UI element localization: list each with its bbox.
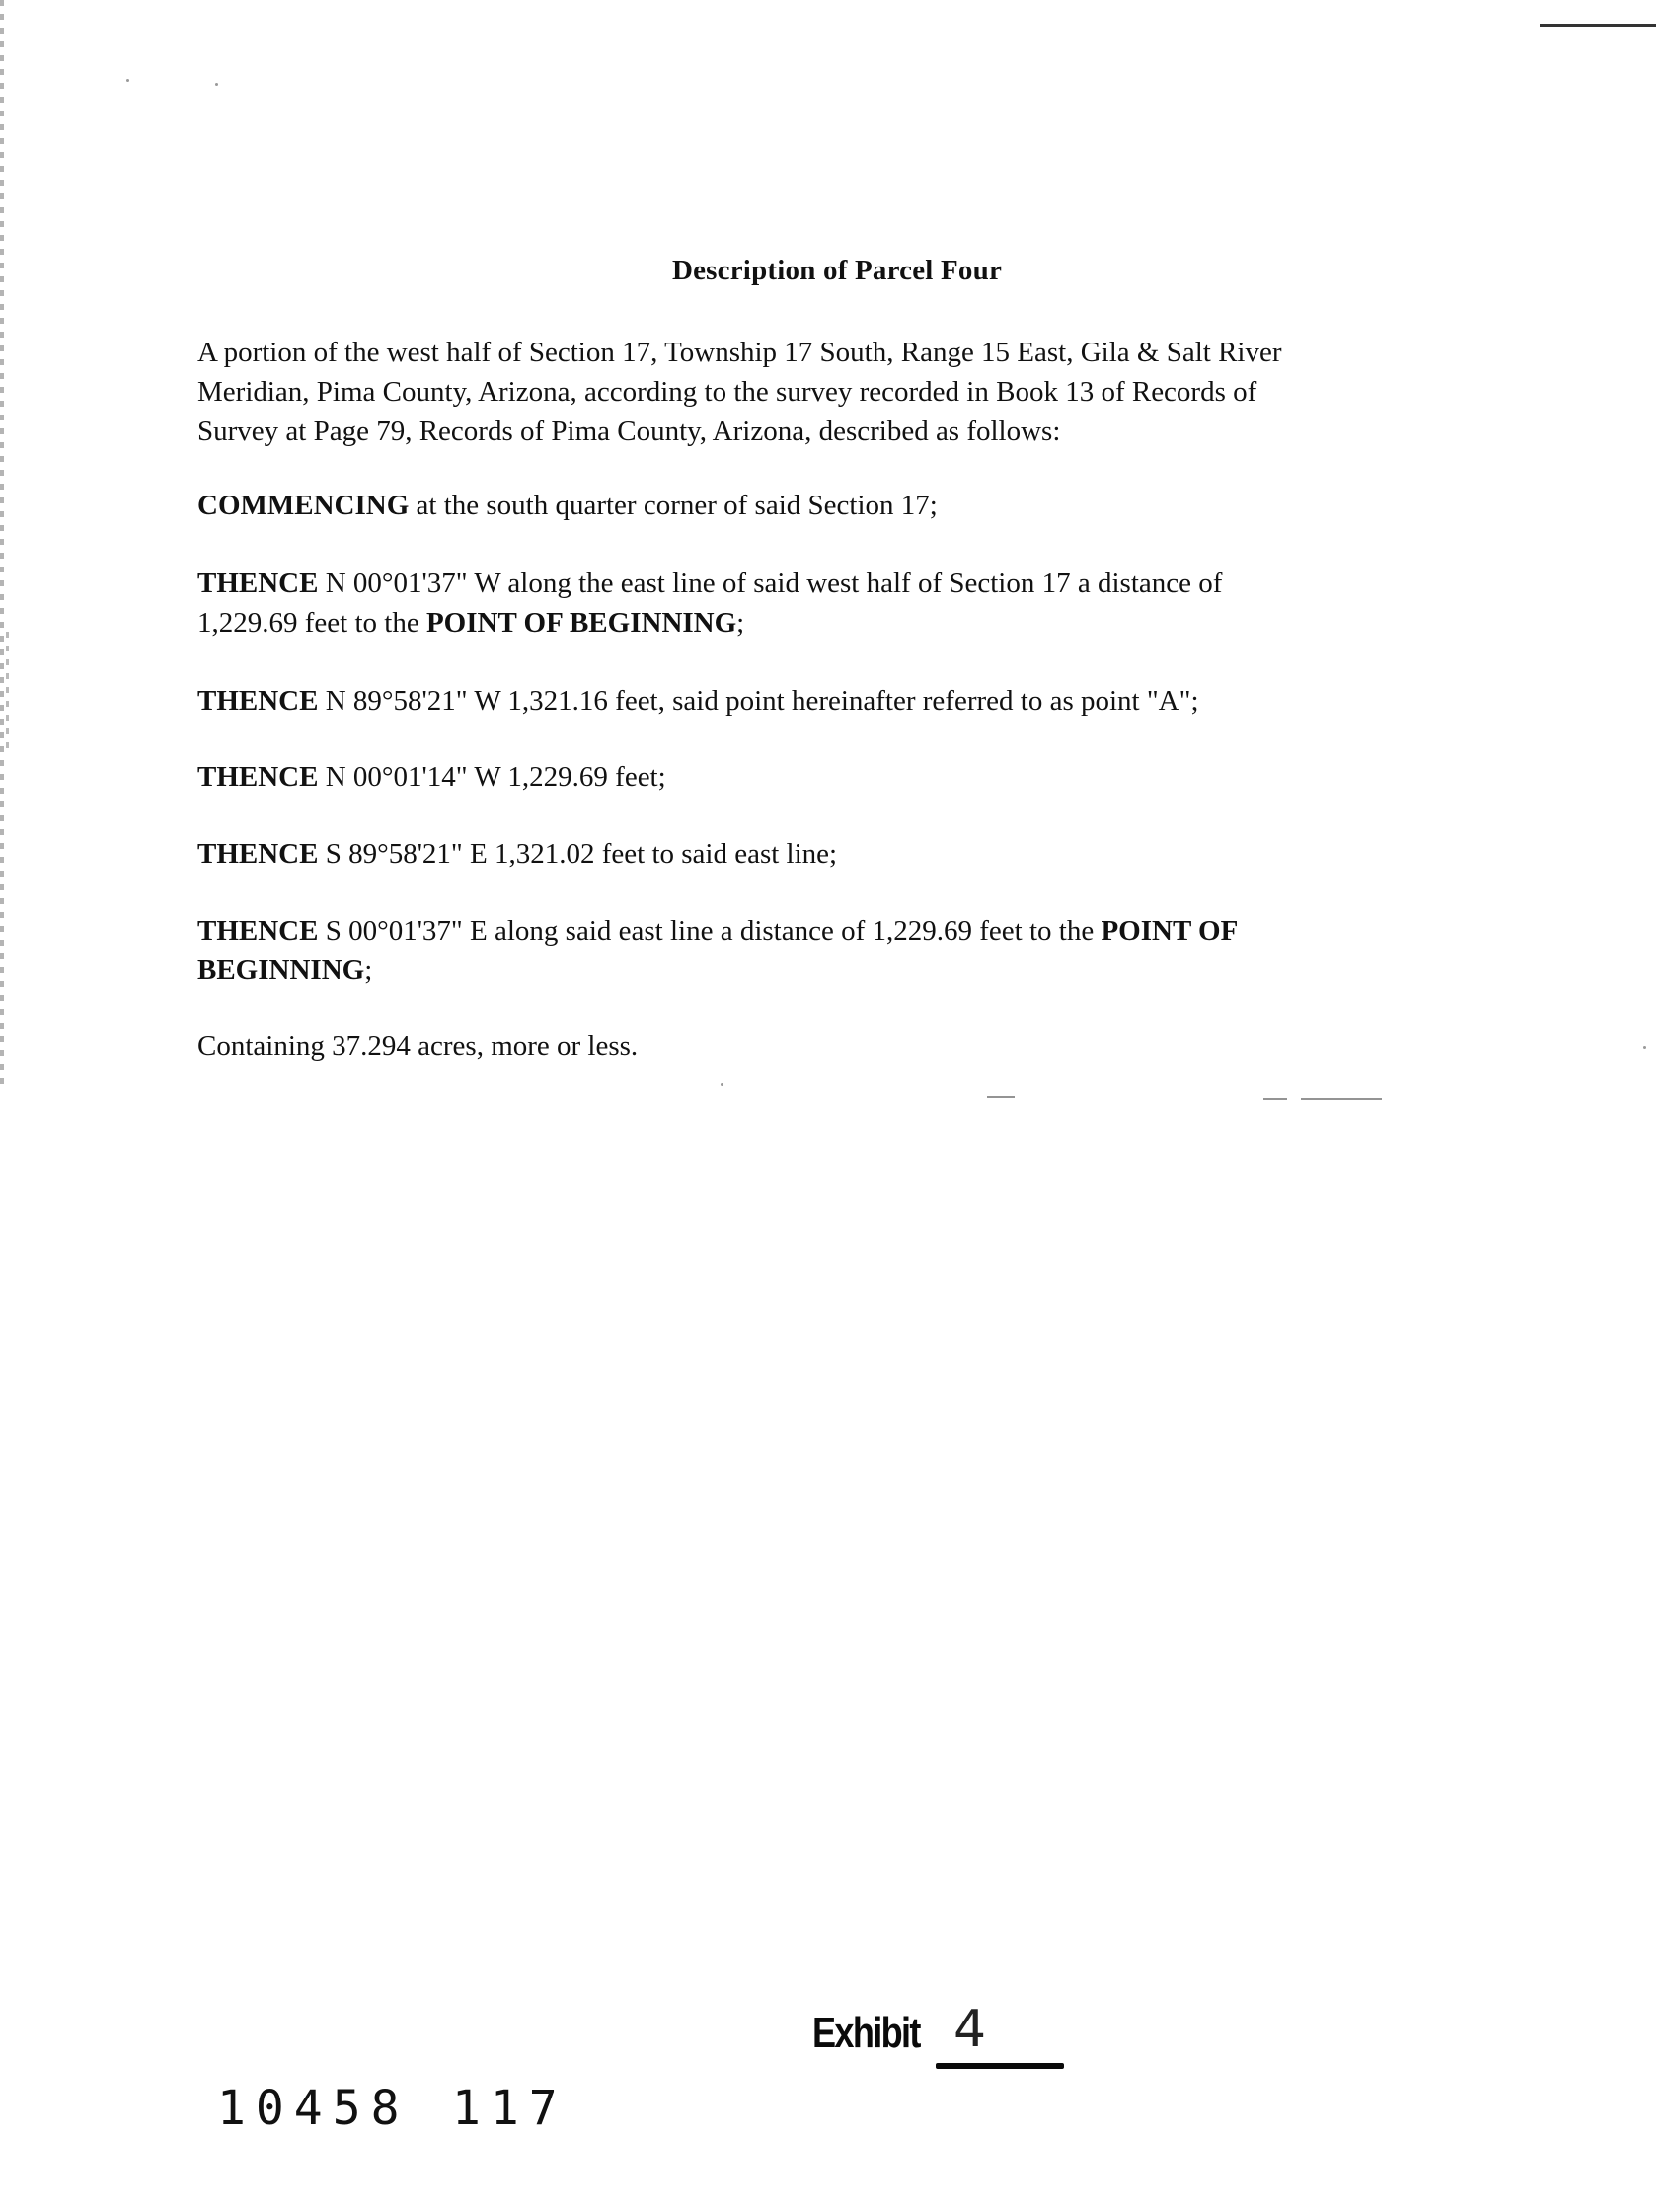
thence-keyword: THENCE bbox=[197, 568, 319, 599]
point-of-beginning: BEGINNING bbox=[197, 954, 365, 986]
course-text: S 00°01'37" E along said east line a distance of 1,229.69 feet to the bbox=[318, 915, 1102, 947]
course-4-paragraph bbox=[197, 834, 1481, 874]
scan-speck bbox=[215, 83, 218, 86]
containing-text: Containing 37.294 acres, more or less. bbox=[197, 1030, 639, 1062]
docket-stamp: 10458 bbox=[217, 2081, 410, 2136]
scan-speck bbox=[126, 79, 129, 82]
scan-speck bbox=[721, 1083, 723, 1086]
course-5-paragraph: THENCE S 00°01'37" E along said east line a distance of 1,229.69 feet to the POINT OF BEGINNING; bbox=[197, 915, 1239, 986]
scan-stray-mark bbox=[1263, 1098, 1287, 1100]
exhibit-number-handwritten: 4 bbox=[953, 2000, 987, 2059]
thence-keyword: THENCE bbox=[197, 685, 319, 717]
thence-keyword: THENCE bbox=[197, 761, 319, 793]
scan-stray-mark bbox=[987, 1096, 1015, 1098]
containing-paragraph bbox=[197, 1027, 1481, 1066]
course-1-paragraph: THENCE N 00°01'37" W along the east line of said west half of Section 17 a distance of 1,229.69 feet to the POINT OF BEGINNING; bbox=[197, 568, 1223, 639]
intro-paragraph bbox=[197, 333, 1481, 451]
course-text: N 00°01'37" W along the east line of said west half of Section 17 a distance of bbox=[318, 568, 1223, 599]
scan-stray-mark bbox=[1301, 1098, 1382, 1100]
point-of-beginning: POINT OF bbox=[1101, 915, 1239, 947]
course-3-paragraph bbox=[197, 757, 1481, 797]
scan-edge-marks-lower bbox=[6, 632, 9, 750]
course-text: 1,229.69 feet to the bbox=[197, 607, 426, 639]
intro-line: Survey at Page 79, Records of Pima County, Arizona, described as follows: bbox=[197, 416, 1061, 447]
course-text: S 89°58'21" E 1,321.02 feet to said east line; bbox=[318, 838, 838, 870]
intro-line: A portion of the west half of Section 17, Township 17 South, Range 15 East, Gila & Salt River bbox=[197, 337, 1282, 368]
exhibit-underline bbox=[936, 2063, 1064, 2069]
commencing-text: at the south quarter corner of said Section 17; bbox=[409, 490, 938, 521]
course-text: N 89°58'21" W 1,321.16 feet, said point hereinafter referred to as point "A"; bbox=[318, 685, 1199, 717]
thence-keyword: THENCE bbox=[197, 838, 319, 870]
document-title: Description of Parcel Four bbox=[671, 255, 1003, 286]
thence-keyword: THENCE bbox=[197, 915, 319, 947]
commencing-keyword: COMMENCING bbox=[197, 490, 410, 521]
course-2-paragraph bbox=[197, 681, 1481, 721]
commencing-paragraph bbox=[197, 486, 1481, 525]
scan-speck bbox=[1643, 1046, 1646, 1049]
course-text: N 00°01'14" W 1,229.69 feet; bbox=[318, 761, 666, 793]
intro-line: Meridian, Pima County, Arizona, according to the survey recorded in Book 13 of Records of bbox=[197, 376, 1257, 408]
point-of-beginning: POINT OF BEGINNING bbox=[425, 607, 737, 639]
scan-edge-marks bbox=[0, 0, 4, 1086]
scan-top-right-rule bbox=[1540, 24, 1656, 27]
page-stamp: 117 bbox=[452, 2081, 568, 2136]
exhibit-label: Exhibit bbox=[812, 2009, 920, 2057]
